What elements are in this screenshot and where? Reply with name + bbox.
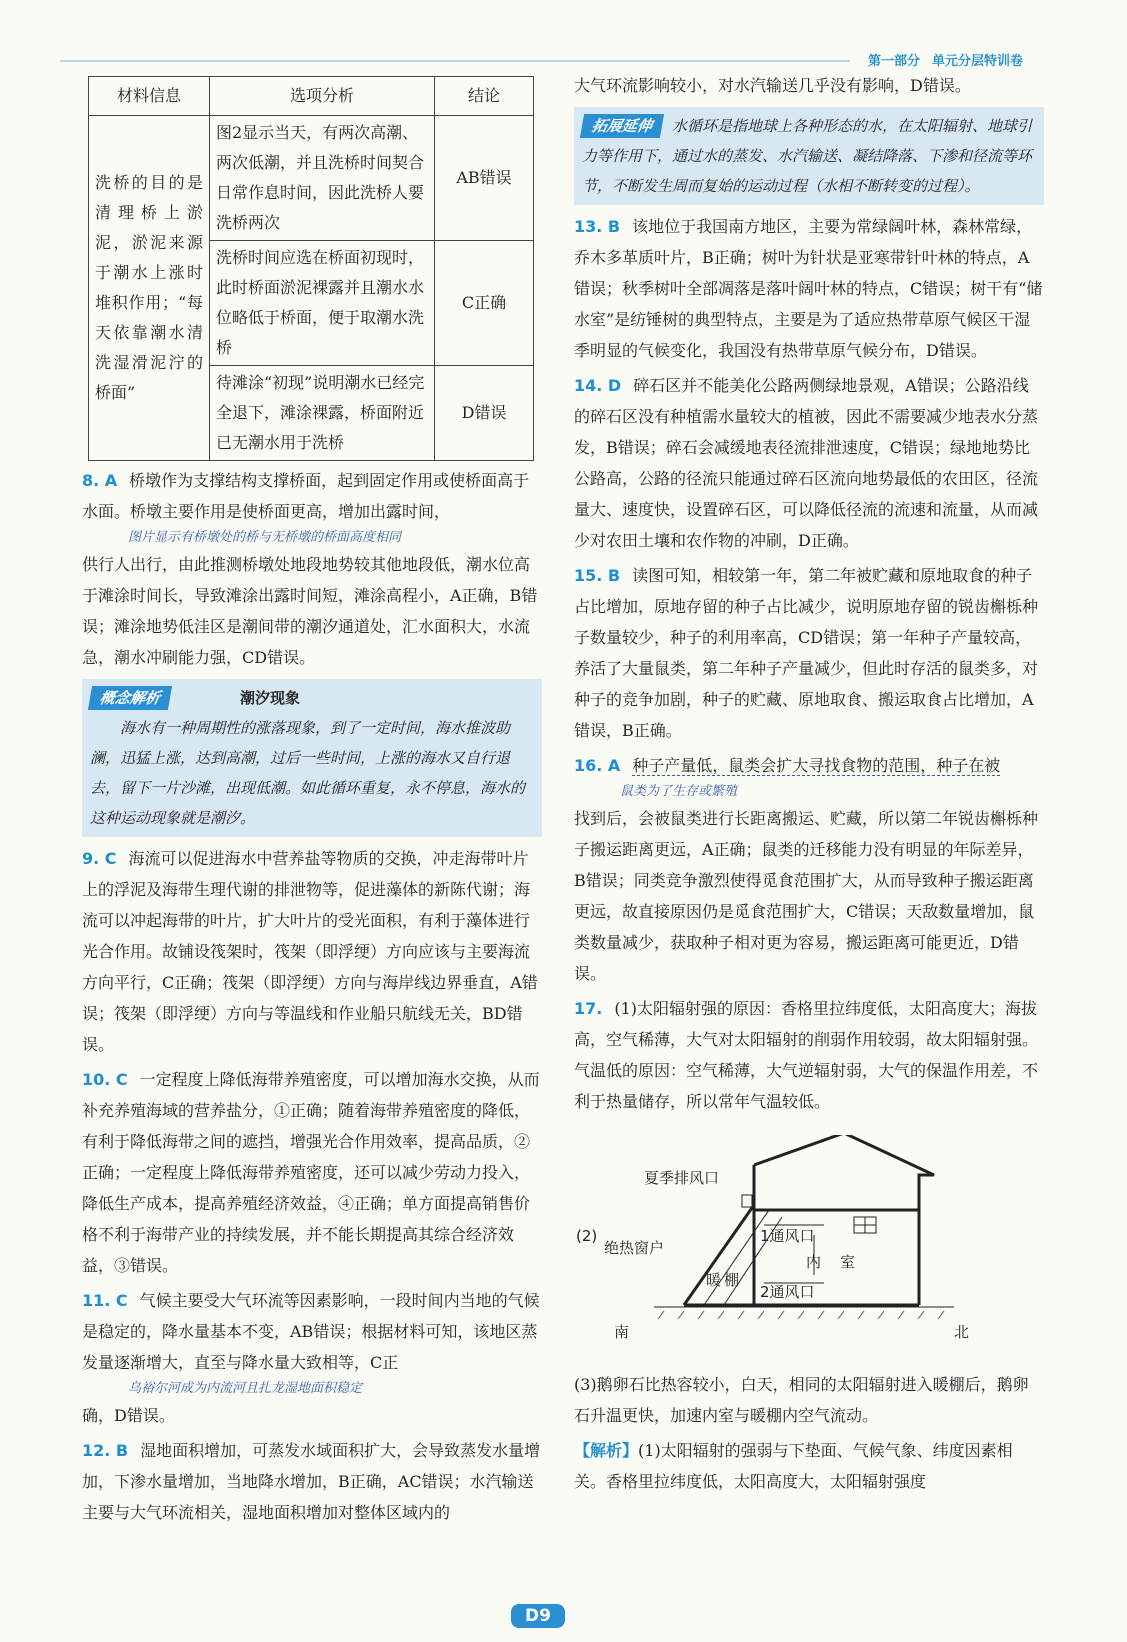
answer-text: 该地位于我国南方地区，主要为常绿阔叶林，森林常绿，乔木多革质叶片，B正确；树叶为针状是亚寒带针叶林的特点，A错误；秋季树叶全部凋落是落叶阔叶林的特点，C错误；树干有“储水室”是纺锤树的典型特点，主要是为了适应热带草原气候区干湿季明显的气候变化，我国没有热带草原气候分布，D错误。: [574, 217, 1043, 360]
concept-box: [82, 679, 542, 837]
analysis-text: (1)太阳辐射的强弱与下垫面、气候气象、纬度因素相关。香格里拉纬度低，太阳高度大，太阳辐射强度: [574, 1441, 1013, 1491]
answer-number: 12. B: [82, 1441, 129, 1460]
extension-tag: 拓展延伸: [580, 114, 664, 138]
label-shed-1: 暖: [706, 1271, 722, 1289]
analysis-label: 【解析】: [574, 1441, 639, 1460]
answer-text: 找到后，会被鼠类进行长距离搬运、贮藏，所以第二年锐齿槲栎种子搬运距离更远，A正确；鼠类的迁移能力没有明显的年际差异，B错误；同类竞争激烈使得觅食范围扩大，从而导致种子搬运距离更远，故直接原因仍是觅食范围扩大，C错误；天敌数量增加，鼠类数量减少，获取种子相对更为容易，搬运距离可能更近，D错误。: [574, 809, 1039, 983]
table-conclusion-cell: C正确: [435, 241, 534, 366]
label-south: 南: [614, 1323, 630, 1341]
answer-text: 种子产量低，鼠类会扩大寻找食物的范围，种子在被: [632, 756, 1001, 775]
table-header: 选项分析: [210, 77, 435, 116]
answer-number: 10. C: [82, 1070, 128, 1089]
answer-14: [574, 370, 1044, 556]
label-vent-2: 2通风口: [760, 1283, 815, 1301]
concept-title: 潮汐现象: [240, 689, 301, 707]
answer-text: 海流可以促进海水中营养盐等物质的交换，冲走海带叶片上的浮泥及海带生理代谢的排泄物等，促进藻体的新陈代谢；海流可以冲起海带的叶片，扩大叶片的受光面积，有利于藻体进行光合作用。故铺设筏架时，筏架（即浮绠）方向应该与主要海流方向平行，C正确；筏架（即浮绠）方向与海岸线边界垂直，A错误；筏架（即浮绠）方向与等温线和作业船只航线无关，BD错误。: [82, 849, 538, 1054]
handwritten-note: 图片显示有桥墩处的桥与无桥墩的桥面高度相同: [128, 530, 402, 545]
header-section: 单元分层特训卷: [932, 54, 1024, 69]
answer-12-continued: 大气环流影响较小，对水汽输送几乎没有影响，D错误。: [574, 76, 971, 95]
right-column: [574, 70, 1044, 1497]
running-header: [856, 50, 1023, 69]
table-header: 材料信息: [89, 77, 210, 116]
answer-12: [82, 1435, 542, 1528]
table-conclusion-cell: AB错误: [435, 116, 534, 241]
header-rule: [60, 60, 850, 62]
concept-tag: 概念解析: [88, 686, 172, 710]
answer-17: [574, 993, 1044, 1117]
answer-text: 湿地面积增加，可蒸发水域面积扩大，会导致蒸发水量增加，下渗水量增加，当地降水增加，B正确，AC错误；水汽输送主要与大气环流相关，湿地面积增加对整体区域内的: [82, 1441, 541, 1522]
answer-number: 14. D: [574, 376, 622, 395]
label-room-2: 室: [840, 1253, 856, 1271]
answer-number: 15. B: [574, 566, 621, 585]
answer-text: 一定程度上降低海带养殖密度，可以增加海水交换，从而补充养殖海域的营养盐分，①正确；随着海带养殖密度的降低，有利于降低海带之间的遮挡，增强光合作用效率，提高品质，②正确；一定程度上降低海带养殖密度，还可以减少劳动力投入，降低生产成本，提高养殖经济效益，④正确；单方面提高销售价格不利于海带产业的持续发展，并不能长期提高其综合经济效益，③错误。: [82, 1070, 540, 1275]
answer-16: [574, 750, 1044, 989]
answer-10: [82, 1064, 542, 1281]
extension-text: 水循环是指地球上各种形态的水，在太阳辐射、地球引力等作用下，通过水的蒸发、水汽输送、凝结降落、下渗和径流等环节，不断发生周而复始的运动过程（水相不断转变的过程）。: [582, 117, 1033, 195]
answer-17-part3: (3)鹅卵石比热容较小，白天，相同的太阳辐射进入暖棚后，鹅卵石升温更快，加速内室与暖棚内空气流动。: [574, 1375, 1029, 1425]
label-room-1: 内: [806, 1253, 822, 1271]
label-q17-part2: (2): [576, 1227, 598, 1245]
answer-text: 读图可知，相较第一年，第二年被贮藏和原地取食的种子占比增加，原地存留的种子占比减少，说明原地存留的锐齿槲栎种子数量较少，种子的利用率高，CD错误；第一年种子产量较高，养活了大量鼠类，第二年种子产量减少，但此时存活的鼠类多，对种子的竞争加剧，种子的贮藏、原地取食、搬运取食占比增加，A错误，B正确。: [574, 566, 1039, 740]
answer-15: [574, 560, 1044, 746]
label-window: 绝热窗户: [604, 1239, 665, 1257]
table-material-cell: 洗桥的目的是清理桥上淤泥，淤泥来源于潮水上涨时堆积作用；“每天依靠潮水清洗湿滑泥泞的桥面”: [89, 116, 210, 461]
answer-11: [82, 1285, 542, 1431]
answer-text: 供行人出行，由此推测桥墩处地段地势较其他地段低，潮水位高于滩涂时间长，导致滩涂出露时间短，滩涂高程小，A正确，B错误；滩涂地势低洼区是潮间带的潮汐通道处，汇水面积大，水流急，潮水冲刷能力强，CD错误。: [82, 555, 538, 667]
answer-number: 8. A: [82, 471, 118, 490]
answer-9: [82, 843, 542, 1060]
answer-8: [82, 465, 542, 673]
table-analysis-cell: 图2显示当天，有两次高潮、两次低潮，并且洗桥时间契合日常作息时间，因此洗桥人要洗桥两次: [210, 116, 435, 241]
header-part: 第一部分: [868, 54, 921, 69]
answer-number: 16. A: [574, 756, 621, 775]
label-vent-1: 1通风口: [760, 1227, 815, 1245]
label-shed-2: 棚: [724, 1271, 740, 1289]
answer-text: 确，D错误。: [82, 1406, 175, 1425]
answer-number: 13. B: [574, 217, 621, 236]
table-analysis-cell: 待滩涂“初现”说明潮水已经完全退下，滩涂裸露，桥面附近已无潮水用于洗桥: [210, 366, 435, 461]
answer-13: [574, 211, 1044, 366]
handwritten-note: 乌裕尔河成为内流河且扎龙湿地面积稳定: [128, 1381, 363, 1396]
extension-box: [574, 107, 1044, 205]
table-header: 结论: [435, 77, 534, 116]
table-conclusion-cell: D错误: [435, 366, 534, 461]
answer-text: 碎石区并不能美化公路两侧绿地景观，A错误；公路沿线的碎石区没有种植需水量较大的植被，因此不需要减少地表水分蒸发，B错误；碎石会减缓地表径流排泄速度，C错误；绿地地势比公路高，公路的径流只能通过碎石区流向地势最低的农田区，径流量大、速度快，设置碎石区，可以降低径流的流速和流量，从而减少对农田土壤和农作物的冲刷，D正确。: [574, 376, 1039, 550]
answer-number: 17.: [574, 999, 603, 1018]
answer-17-analysis: [574, 1435, 1044, 1497]
left-column: [82, 76, 542, 1528]
analysis-table: [88, 76, 534, 461]
table-analysis-cell: 洗桥时间应选在桥面初现时，此时桥面淤泥裸露并且潮水水位略低于桥面，便于取潮水洗桥: [210, 241, 435, 366]
label-north: 北: [954, 1323, 970, 1341]
greenhouse-diagram: [574, 1135, 1044, 1365]
concept-text: 海水有一种周期性的涨落现象，到了一定时间，海水推波助澜，迅猛上涨，达到高潮，过后一些时间，上涨的海水又自行退去，留下一片沙滩，出现低潮。如此循环重复，永不停息，海水的这种运动现象就是潮汐。: [90, 719, 526, 827]
page-number: D9: [511, 1604, 565, 1628]
answer-number: 9. C: [82, 849, 117, 868]
answer-text: 气候主要受大气环流等因素影响，一段时间内当地的气候是稳定的，降水量基本不变，AB错误；根据材料可知，该地区蒸发量逐渐增大，直至与降水量大致相等，C正: [82, 1291, 540, 1372]
handwritten-note: 鼠类为了生存或繁殖: [620, 784, 738, 799]
label-summer-vent: 夏季排风口: [644, 1169, 720, 1187]
answer-text: (1)太阳辐射强的原因：香格里拉纬度低，太阳高度大；海拔高，空气稀薄，大气对太阳辐射的削弱作用较弱，故太阳辐射强。气温低的原因：空气稀薄，大气逆辐射弱，大气的保温作用差，不利于热量储存，所以常年气温较低。: [574, 999, 1039, 1111]
answer-text: 桥墩作为支撑结构支撑桥面，起到固定作用或使桥面高于水面。桥墩主要作用是使桥面更高，增加出露时间，: [82, 471, 530, 521]
answer-number: 11. C: [82, 1291, 128, 1310]
